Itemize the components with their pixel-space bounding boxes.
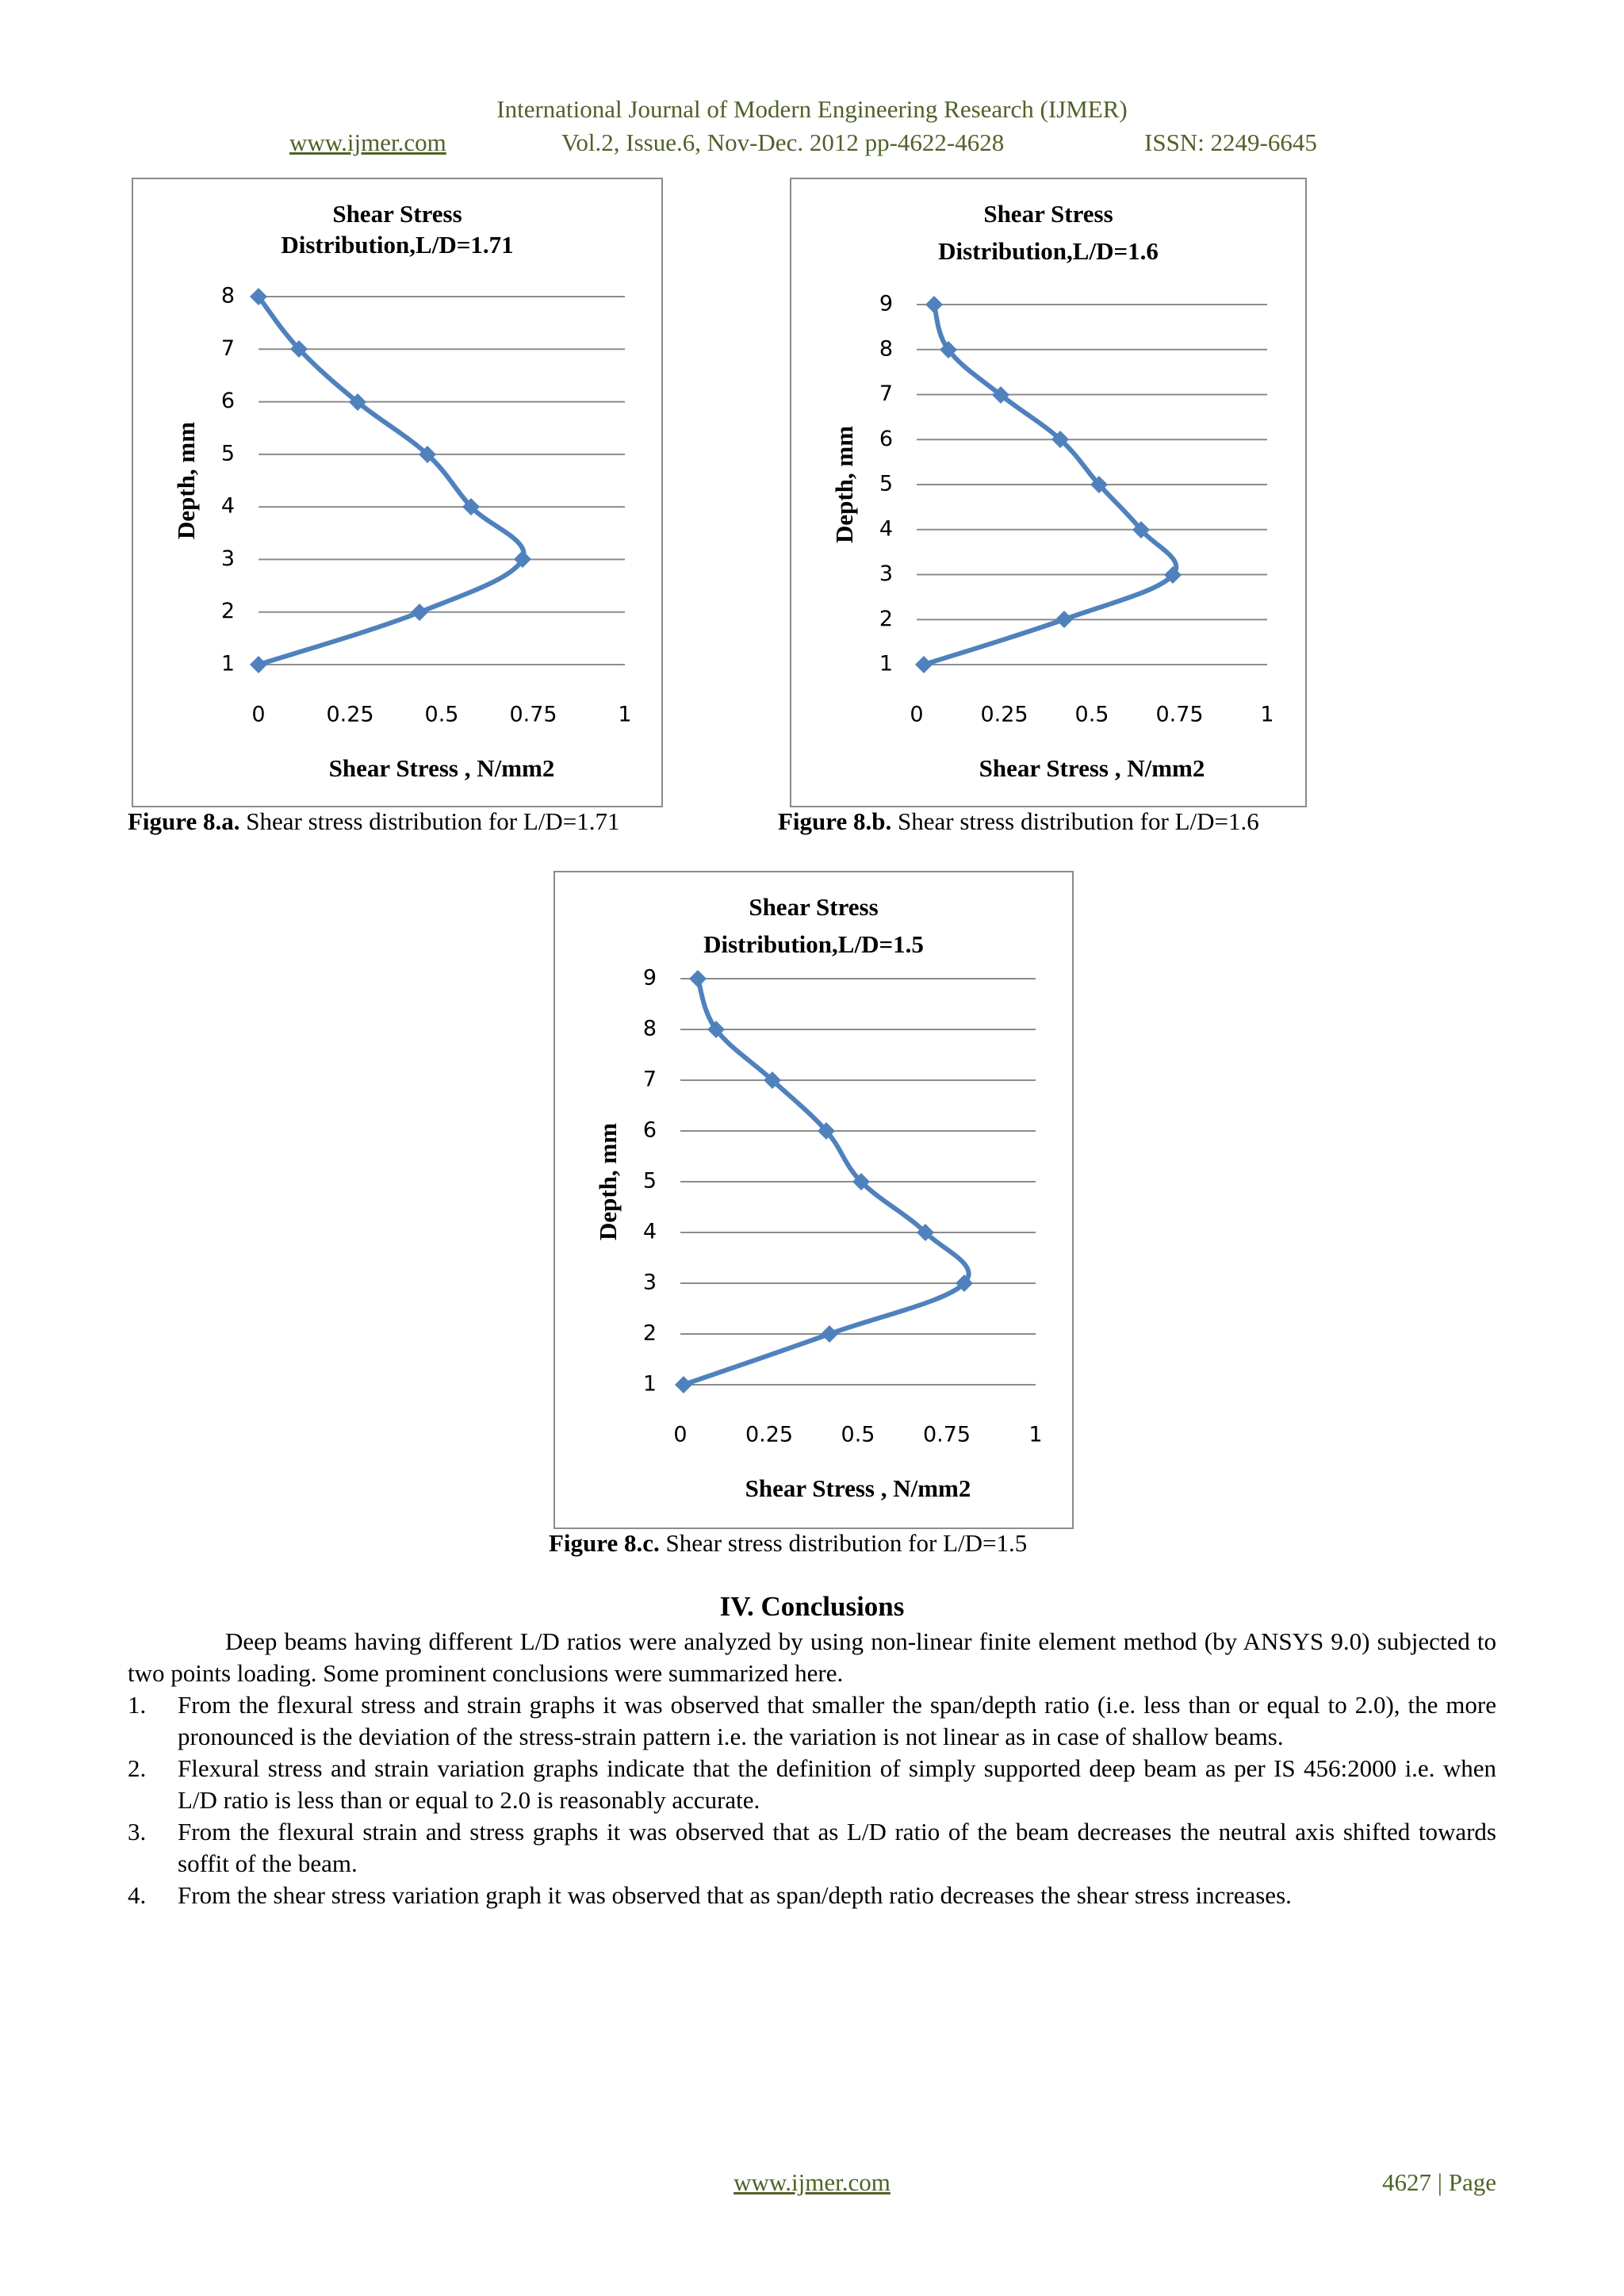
list-item [128,1880,1496,1911]
list-item [128,1816,1496,1880]
chart-title: Shear Stress [983,200,1113,228]
chart-title: Distribution,L/D=1.5 [703,930,924,959]
y-tick-label: 3 [879,562,893,586]
header-issn: ISSN: 2249-6645 [1144,128,1317,156]
y-tick-label: 2 [642,1320,657,1346]
y-tick-label: 5 [642,1168,657,1194]
chart-8a-svg [133,179,661,806]
x-tick-label: 1 [1028,1422,1043,1447]
header-website-link[interactable]: www.ijmer.com [289,128,446,156]
chart-8b [790,178,1307,807]
chart-title: Shear Stress [332,200,462,228]
x-tick-label: 0 [910,702,924,727]
y-axis-label: Depth, mm [172,421,201,540]
y-tick-label: 4 [879,516,893,542]
chart-title: Distribution,L/D=1.6 [938,237,1159,266]
list-item-text: From the flexural stress and strain graphs it was observed that smaller the span/depth ratio (i.e. less than or equal to 2.0), the more pronounced is the deviation of the stress-strain pattern i.e. the variation is not linear as in case of shallow beams. [178,1691,1496,1750]
caption-8b [778,807,1259,836]
x-tick-label: 0.5 [841,1422,875,1447]
y-tick-label: 5 [879,471,893,496]
x-tick-label: 0.25 [980,702,1028,727]
list-item-text: Flexural stress and strain variation graphs indicate that the definition of simply supported deep beam as per IS 456:2000 i.e. when L/D ratio is less than or equal to 2.0 is reasonably accurate. [178,1754,1496,1814]
data-point-marker [925,296,943,313]
y-tick-label: 4 [220,493,235,519]
chart-8b-svg [791,179,1305,806]
journal-title: International Journal of Modern Engineering Research (IJMER) [496,95,1128,123]
chart-8c [553,871,1074,1529]
data-point-marker [1055,611,1073,628]
list-item-number: 1. [128,1691,147,1719]
y-tick-label: 8 [220,283,235,309]
caption-8b-text: Shear stress distribution for L/D=1.6 [891,807,1259,835]
list-item-number: 3. [128,1818,147,1846]
data-point-marker [915,656,933,673]
x-axis-label: Shear Stress , N/mm2 [328,754,555,783]
data-point-marker [689,970,707,987]
y-axis-label: Depth, mm [594,1122,622,1241]
y-tick-label: 7 [879,381,893,406]
data-point-marker [411,604,428,621]
caption-8a-label: Figure 8.a. [128,807,240,835]
y-tick-label: 5 [220,441,235,466]
list-item-number: 4. [128,1881,147,1909]
list-item [128,1689,1496,1753]
y-tick-label: 9 [879,291,893,316]
x-tick-label: 1 [1260,702,1274,727]
conclusions-list [128,1689,1496,1911]
list-item [128,1753,1496,1816]
caption-8a [128,807,620,836]
y-tick-label: 1 [879,651,893,677]
section-heading: IV. Conclusions [719,1591,905,1622]
y-tick-label: 2 [220,599,235,624]
x-tick-label: 0.25 [745,1422,794,1447]
y-tick-label: 1 [642,1371,657,1397]
y-tick-label: 8 [879,336,893,362]
y-tick-label: 6 [879,426,893,451]
footer [0,2168,1624,2197]
caption-8c [549,1529,1027,1558]
y-tick-label: 3 [642,1270,657,1295]
footer-page-number: 4627 | Page [1382,2168,1496,2196]
x-axis-label: Shear Stress , N/mm2 [745,1474,971,1503]
y-tick-label: 6 [220,389,235,414]
data-point-marker [250,656,267,673]
y-tick-label: 7 [642,1067,657,1092]
list-item-text: From the shear stress variation graph it was observed that as span/depth ratio decreases the shear stress increases. [178,1881,1292,1909]
x-tick-label: 0.25 [326,702,374,727]
intro-text: Deep beams having different L/D ratios were analyzed by using non-linear finite element method (by ANSYS 9.0) subjected to two points loading. Some prominent conclusions were summarized here. [128,1627,1496,1687]
y-tick-label: 3 [220,546,235,571]
x-tick-label: 0.5 [1074,702,1109,727]
x-tick-label: 0.75 [1155,702,1204,727]
list-item-text: From the flexural strain and stress graphs it was observed that as L/D ratio of the beam decreases the neutral axis shifted towards soffit of the beam. [178,1818,1496,1877]
data-point-marker [821,1325,838,1343]
chart-8a [132,178,663,807]
chart-title: Shear Stress [749,893,879,922]
chart-8c-svg [555,872,1072,1527]
y-axis-label: Depth, mm [830,425,859,544]
x-tick-label: 0.5 [424,702,459,727]
y-tick-label: 2 [879,606,893,631]
x-tick-label: 1 [618,702,632,727]
y-tick-label: 4 [642,1219,657,1244]
caption-8a-text: Shear stress distribution for L/D=1.71 [239,807,620,835]
header-volume: Vol.2, Issue.6, Nov-Dec. 2012 pp-4622-4628 [561,128,1005,156]
y-tick-label: 6 [642,1117,657,1143]
y-tick-label: 9 [642,965,657,991]
caption-8c-text: Shear stress distribution for L/D=1.5 [659,1529,1028,1557]
data-point-marker [675,1376,692,1393]
footer-website-link[interactable]: www.ijmer.com [733,2168,891,2196]
x-tick-label: 0.75 [922,1422,971,1447]
x-tick-label: 0 [673,1422,688,1447]
caption-8b-label: Figure 8.b. [778,807,892,835]
y-tick-label: 7 [220,335,235,361]
list-item-number: 2. [128,1754,147,1782]
x-tick-label: 0 [251,702,266,727]
y-tick-label: 1 [220,651,235,677]
caption-8c-label: Figure 8.c. [549,1529,660,1557]
x-tick-label: 0.75 [509,702,557,727]
y-tick-label: 8 [642,1016,657,1041]
conclusions-intro [128,1626,1496,1689]
x-axis-label: Shear Stress , N/mm2 [979,754,1205,783]
chart-title: Distribution,L/D=1.71 [281,231,514,259]
